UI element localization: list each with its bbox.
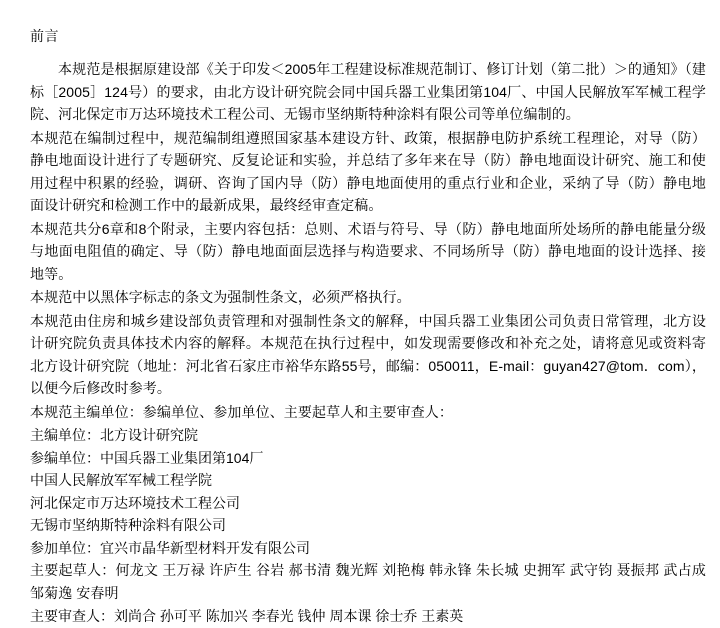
credit-participating-unit-1: 参编单位：中国兵器工业集团第104厂 [30,449,264,466]
paragraph-compilation-process: 本规范在编制过程中，规范编制组遵照国家基本建设方针、政策，根据静电防护系统工程理论，对导（防）静电地面设计进行了专题研究、反复论证和实验，并总结了多年来在导（防）静电地面设计研究、施工和使用过程中积累的经验，调研、咨询了国内导（防）静电地面使用的重点行业和企业，采纳了导（防）静电地面设计研究和检测工作中的最新成果，最终经审查定稿。 [30,129,706,213]
paragraph-mandatory-clauses: 本规范中以黑体字标志的条文为强制性条文，必须严格执行。 [30,289,411,305]
credit-participating-unit-3: 河北保定市万达环境技术工程公司 [30,494,240,511]
credit-participating-unit-4: 无锡市坚纳斯特种涂料有限公司 [30,517,226,533]
credit-participating-unit-2: 中国人民解放军军械工程学院 [30,472,212,488]
credit-chief-editor-unit: 主编单位：北方设计研究院 [30,427,198,443]
credit-main-drafters: 主要起草人：何龙文 王万禄 许庐生 谷岩 郝书清 魏光辉 刘艳梅 韩永锋 朱长城 史拥军 武守钧 聂振邦 武占成 邹菊逸 安春明 [30,562,706,601]
paragraph-contents-summary: 本规范共分6章和8个附录，主要内容包括：总则、术语与符号、导（防）静电地面所处场所的静电能量分级与地面电阻值的确定、导（防）静电地面面层选择与构造要求、不同场所导（防）静电地面的设计选择、接地等。 [30,220,706,282]
paragraph-scope-basis: 本规范是根据原建设部《关于印发＜2005年工程建设标准规范制订、修订计划（第二批）＞的通知》（建标［2005］124号）的要求，由北方设计研究院会同中国兵器工业集团第104厂、中国人民解放军军械工程学院、河北保定市万达环境技术工程公司、无锡市坚纳斯特种涂料有限公司等单位编制的。 [30,61,706,122]
credit-joining-unit: 参加单位：宜兴市晶华新型材料开发有限公司 [30,539,310,556]
paragraph-administration-contact: 本规范由住房和城乡建设部负责管理和对强制性条文的解释，中国兵器工业集团公司负责日常管理，北方设计研究院负责具体技术内容的解释。本规范在执行过程中，如发现需要修改和补充之处，请将意见或资料寄北方设计研究院（地址：河北省石家庄市裕华东路55号，邮编：050011，E-mail：guyan427@tom．com），以便今后修改时参考。 [30,312,706,396]
paragraph-units-intro: 本规范主编单位：参编单位、参加单位、主要起草人和主要审查人： [30,403,453,420]
credit-main-reviewers: 主要审查人：刘尚合 孙可平 陈加兴 李春光 钱仲 周本课 徐士乔 王素英 [30,608,464,624]
page-title: 前言 [30,28,59,44]
